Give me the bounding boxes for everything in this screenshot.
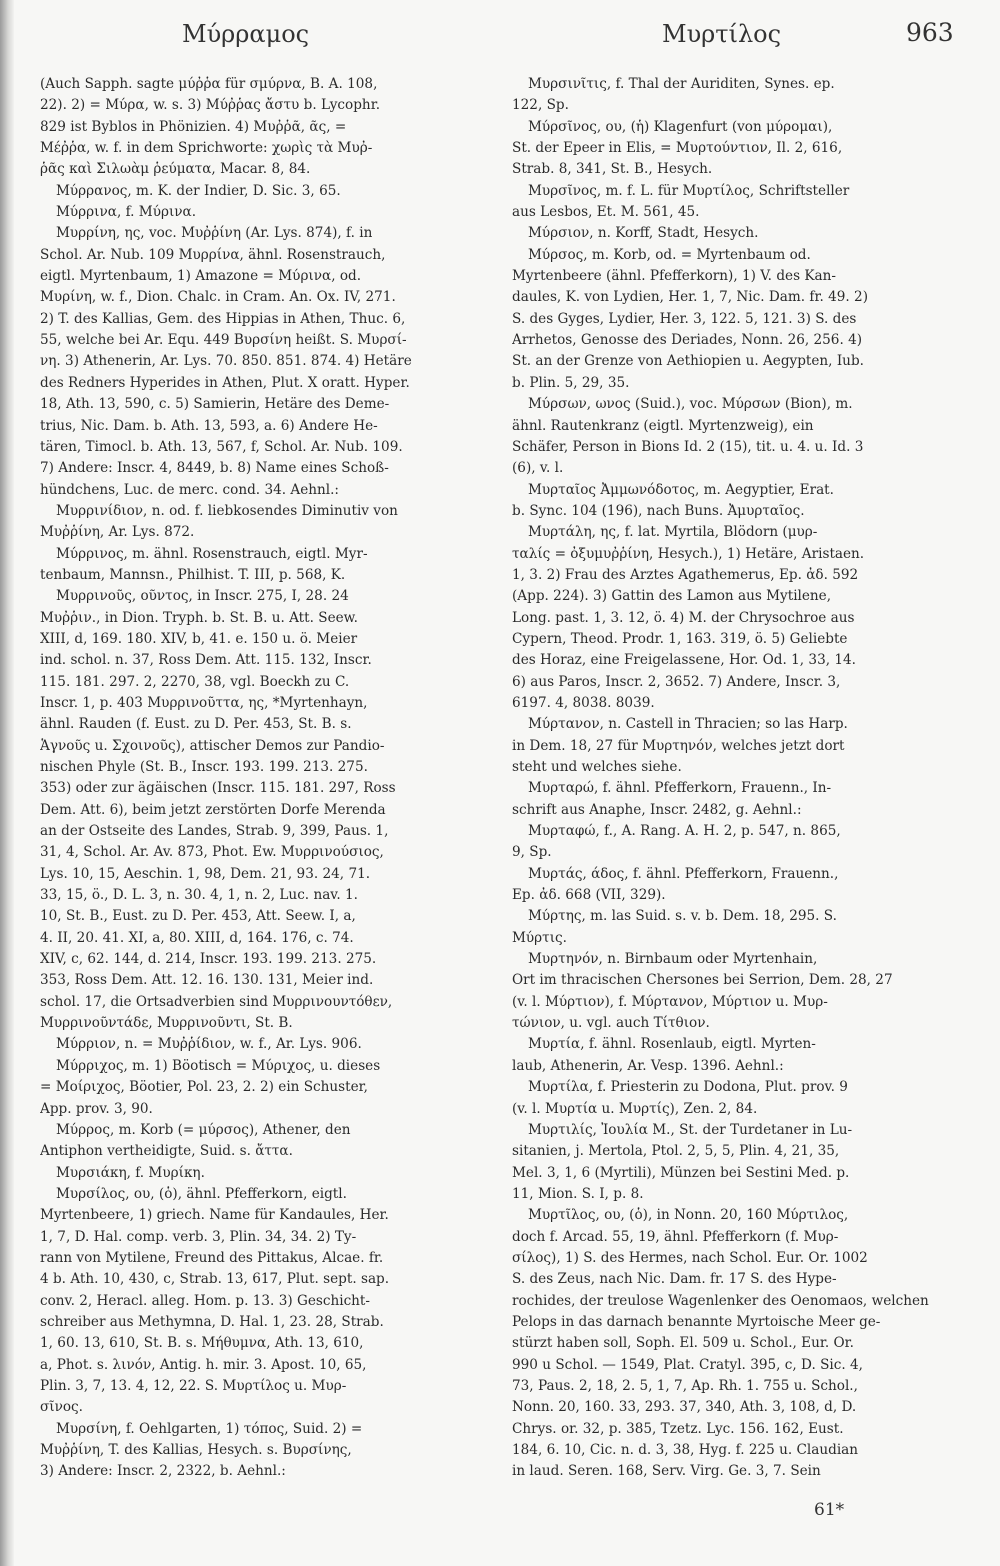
entry-text-line: Ort im thracischen Chersones bei Serrion, Dem. 28, 27 [512, 972, 893, 989]
entry-first-line: Μυρτηνόν, n. Birnbaum oder Myrtenhain, [528, 951, 818, 968]
entry-first-line: Μυρρινίδιον, n. od. f. liebkosendes Diminutiv von [56, 502, 398, 519]
entry-text-line: 122, Sp. [512, 97, 569, 114]
entry-text-line: schol. 17, die Ortsadverbien sind Μυρρινουντόθεν, [40, 993, 393, 1010]
entry-first-line: Μυρτάλη, ης, f. lat. Myrtila, Blödorn (μυρ- [528, 524, 818, 541]
entry-first-line: Μυρσῖνος, m. f. L. für Μυρτίλος, Schriftsteller [528, 182, 850, 199]
running-head-right: Μυρτίλος [662, 20, 782, 48]
entry-first-line: Μυρρίνη, ης, voc. Μυῤῥίνη (Ar. Lys. 874), f. in [56, 225, 373, 242]
entry-text-line: Antiphon vertheidigte, Suid. s. ἄττα. [40, 1143, 293, 1160]
entry-text-line: = Μοίριχος, Böotier, Pol. 23, 2. 2) ein Schuster, [40, 1079, 368, 1096]
entry-text-line: XIV, c, 62. 144, d. 214, Inscr. 193. 199. 213. 275. [40, 951, 377, 968]
entry-text-line: Μυρρινοῦντάδε, Μυρρινοῦντι, St. B. [40, 1015, 293, 1032]
entry-text-line: Cypern, Theod. Prodr. 1, 163. 319, ö. 5) Geliebte [512, 630, 848, 647]
entry-text-line: Ep. ἀδ. 668 (VII, 329). [512, 887, 666, 904]
entry-text-line: (App. 224). 3) Gattin des Lamon aus Mytilene, [512, 588, 832, 605]
running-head-left: Μύρραμος [182, 20, 310, 48]
entry-text-line: νη. 3) Athenerin, Ar. Lys. 70. 850. 851. 874. 4) Hetäre [40, 353, 412, 370]
entry-text-line: (6), v. l. [512, 460, 564, 477]
entry-text-line: (v. l. Μυρτία u. Μυρτίς), Zen. 2, 84. [512, 1100, 758, 1117]
entry-first-line: Μυρτῖλος, ου, (ὁ), in Nonn. 20, 160 Μύρτιλος, [528, 1207, 849, 1224]
entry-text-line: 11, Mion. S. I, p. 8. [512, 1185, 644, 1202]
entry-text-line: daules, K. von Lydien, Her. 1, 7, Nic. Dam. fr. 49. 2) [512, 289, 868, 306]
entry-first-line: Μυρσινῖτις, f. Thal der Auriditen, Synes. ep. [528, 76, 835, 92]
entry-first-line: Μυρρινοῦς, οῦντος, in Inscr. 275, I, 28. 24 [56, 588, 349, 605]
entry-first-line: Μύρριον, n. = Μυῤῥίδιον, w. f., Ar. Lys. 906. [56, 1036, 362, 1053]
entry-text-line: 10, St. B., Eust. zu D. Per. 453, Att. Seew. I, a, [40, 908, 356, 925]
entry-text-line: 33, 15, ö., D. L. 3, n. 30. 4, 1, n. 2, Luc. nav. 1. [40, 887, 358, 904]
entry-text-line: nischen Phyle (St. B., Inscr. 193. 199. 213. 275. [40, 759, 368, 775]
book-spine-shadow [0, 0, 14, 1566]
entry-text-line: Nonn. 20, 160. 33, 293. 37, 340, Ath. 3, 108, d, D. [512, 1399, 857, 1416]
entry-text-line: Μέῤῥα, w. f. in dem Sprichworte: χωρὶς τὰ Μυῤ- [40, 140, 373, 157]
entry-first-line: Μύρρος, m. Korb (= μύρσος), Athener, den [56, 1121, 351, 1138]
entry-text-line: hündchens, Luc. de merc. cond. 34. Aehnl.: [40, 481, 340, 498]
entry-text-line: 2) T. des Kallias, Gem. des Hippias in Athen, Thuc. 6, [40, 310, 406, 327]
entry-text-line: Schol. Ar. Nub. 109 Μυρρίνα, ähnl. Rosenstrauch, [40, 246, 386, 263]
entry-text-line: 3) Andere: Inscr. 2, 2322, b. Aehnl.: [40, 1463, 286, 1480]
entry-text-line: Μυῤῥιν., in Dion. Tryph. b. St. B. u. Att. Seew. [40, 609, 358, 626]
entry-text-line: Lys. 10, 15, Aeschin. 1, 98, Dem. 21, 93. 24, 71. [40, 865, 371, 882]
entry-text-line: des Horaz, eine Freigelassene, Hor. Od. 1, 33, 14. [512, 652, 856, 669]
entry-text-line: Μυρίνη, w. f., Dion. Chalc. in Cram. An. Ox. IV, 271. [40, 289, 396, 306]
right-column [512, 74, 970, 1483]
entry-text-line: tenbaum, Mannsn., Philhist. T. III, p. 568, K. [40, 566, 346, 583]
entry-text-line: trius, Nic. Dam. b. Ath. 13, 593, a. 6) Andere He- [40, 417, 378, 434]
entry-text-line: 55, welche bei Ar. Equ. 449 Βυρσίνη heißt. S. Μυρσί- [40, 332, 407, 349]
entry-first-line: Μύρσος, m. Korb, od. = Myrtenbaum od. [528, 246, 811, 263]
entry-text-line: 1, 7, D. Hal. comp. verb. 3, Plin. 34, 34. 2) Ty- [40, 1228, 357, 1245]
entry-text-line: XIII, d, 169. 180. XIV, b, 41. e. 150 u. ö. Meier [40, 630, 358, 647]
entry-first-line: Μύρτανον, n. Castell in Thracien; so las Harp. [528, 716, 848, 733]
entry-text-line: Ἁγνοῦς u. Σχοινοῦς), attischer Demos zur Pandio- [40, 737, 385, 754]
entry-text-line: 6197. 4, 8038. 8039. [512, 694, 655, 711]
entry-text-line: laub, Athenerin, Ar. Vesp. 1396. Aehnl.: [512, 1057, 784, 1074]
entry-text-line: 18, Ath. 13, 590, c. 5) Samierin, Hetäre des Deme- [40, 396, 390, 413]
entry-text-line: 73, Paus. 2, 18, 2. 5, 1, 7, Ap. Rh. 1. 755 u. Schol., [512, 1377, 858, 1394]
entry-first-line: Μύρρανος, m. K. der Indier, D. Sic. 3, 65. [56, 182, 341, 199]
entry-text-line: tären, Timocl. b. Ath. 13, 567, f, Schol. Ar. Nub. 109. [40, 438, 403, 455]
entry-text-line: a, Phot. s. λινόν, Antig. h. mir. 3. Apost. 10, 65, [40, 1356, 367, 1373]
entry-text-line: schrift aus Anaphe, Inscr. 2482, g. Aehnl.: [512, 801, 802, 818]
entry-first-line: Μύρσῖνος, ου, (ἡ) Klagenfurt (von μύρομαι), [528, 118, 833, 135]
entry-text-line: 353, Ross Dem. Att. 12. 16. 130. 131, Meier ind. [40, 972, 374, 989]
entry-text-line: St. an der Grenze von Aethiopien u. Aegypten, Iub. [512, 353, 864, 370]
entry-text-line: (Auch Sapph. sagte μύῤῥα für σμύρνα, B. A. 108, [40, 76, 378, 92]
entry-first-line: Μυρσιάκη, f. Μυρίκη. [56, 1164, 205, 1181]
entry-text-line: 31, 4, Schol. Ar. Av. 873, Phot. Ew. Μυρρινούσιος, [40, 844, 384, 861]
entry-text-line: b. Sync. 104 (196), nach Buns. Ἀμυρταῖος. [512, 502, 805, 519]
entry-first-line: Μύρρινα, f. Μύρινα. [56, 204, 197, 221]
entry-text-line: Long. past. 1, 3. 12, ö. 4) M. der Chrysochroe aus [512, 609, 855, 626]
entry-text-line: doch f. Arcad. 55, 19, ähnl. Pfefferkorn (f. Μυρ- [512, 1228, 839, 1245]
entry-text-line: stürzt haben soll, Soph. El. 509 u. Schol., Eur. Or. [512, 1335, 854, 1352]
entry-text-line: Chrys. or. 32, p. 385, Tzetz. Lyc. 156. 162, Eust. [512, 1420, 844, 1437]
entry-text-line: S. des Gyges, Lydier, Her. 3, 122. 5, 121. 3) S. des [512, 310, 857, 327]
entry-text-line: 4 b. Ath. 10, 430, c, Strab. 13, 617, Plut. sept. sap. [40, 1271, 390, 1288]
signature-mark: 61* [814, 1500, 845, 1520]
entry-text-line: 1, 3. 2) Frau des Arztes Agathemerus, Ep. ἀδ. 592 [512, 566, 859, 583]
entry-text-line: Μυῤῥίνη, Ar. Lys. 872. [40, 524, 195, 541]
entry-text-line: 990 u Schol. — 1549, Plat. Cratyl. 395, c, D. Sic. 4, [512, 1356, 863, 1373]
entry-first-line: Μύρσων, ωνος (Suid.), voc. Μύρσων (Bion), m. [528, 396, 853, 413]
entry-text-line: Schäfer, Person in Bions Id. 2 (15), tit. u. 4. u. Id. 3 [512, 438, 864, 455]
entry-text-line: ind. schol. n. 37, Ross Dem. Att. 115. 132, Inscr. [40, 652, 372, 669]
left-column [40, 74, 478, 1483]
entry-text-line: ähnl. Rauden (f. Eust. zu D. Per. 453, St. B. s. [40, 716, 352, 733]
entry-first-line: Μυρτιλίς, Ἰουλία Μ., St. der Turdetaner in Lu- [528, 1121, 853, 1138]
entry-text-line: 184, 6. 10, Cic. n. d. 3, 38, Hyg. f. 225 u. Claudian [512, 1442, 859, 1458]
entry-text-line: ῥᾶς καὶ Σιλωὰμ ῥεύματα, Macar. 8, 84. [40, 161, 311, 178]
entry-text-line: 353) oder zur ägäischen (Inscr. 115. 181. 297, Ross [40, 780, 396, 797]
entry-text-line: Mel. 3, 1, 6 (Myrtili), Münzen bei Sestini Med. p. [512, 1164, 850, 1181]
entry-first-line: Μύρσιον, n. Korff, Stadt, Hesych. [528, 225, 759, 242]
entry-text-line: S. des Zeus, nach Nic. Dam. fr. 17 S. des Hype- [512, 1271, 837, 1288]
entry-text-line: in laud. Seren. 168, Serv. Virg. Ge. 3, 7. Sein [512, 1463, 821, 1480]
page-number: 963 [906, 18, 954, 47]
entry-text-line: conv. 2, Heracl. alleg. Hom. p. 13. 3) Geschicht- [40, 1292, 370, 1309]
entry-first-line: Μυρσίνη, f. Oehlgarten, 1) τόπος, Suid. 2) = [56, 1420, 363, 1437]
entry-first-line: Μυρταῖος Ἀμμωνόδοτος, m. Aegyptier, Erat. [528, 481, 834, 498]
entry-text-line: 6) aus Paros, Inscr. 2, 3652. 7) Andere, Inscr. 3, [512, 673, 841, 690]
entry-first-line: Μυρτάς, άδος, f. ähnl. Pfefferkorn, Frauenn., [528, 865, 839, 882]
entry-text-line: Dem. Att. 6), beim jetzt zerstörten Dorfe Merenda [40, 801, 386, 818]
entry-text-line: Myrtenbeere (ähnl. Pfefferkorn), 1) V. des Kan- [512, 268, 836, 285]
entry-text-line: steht und welches siehe. [512, 759, 682, 775]
entry-text-line: Myrtenbeere, 1) griech. Name für Kandaules, Her. [40, 1207, 389, 1224]
entry-text-line: ähnl. Rautenkranz (eigtl. Myrtenzweig), ein [512, 417, 814, 434]
entry-text-line: rann von Mytilene, Freund des Pittakus, Alcae. fr. [40, 1249, 384, 1266]
entry-first-line: Μύρρινος, m. ähnl. Rosenstrauch, eigtl. Myr- [56, 545, 368, 562]
entry-first-line: Μυρτία, f. ähnl. Rosenlaub, eigtl. Myrten- [528, 1036, 816, 1053]
entry-text-line: Μύρτις. [512, 929, 567, 946]
entry-text-line: (v. l. Μύρτιον), f. Μύρτανον, Μύρτιον u. Μυρ- [512, 993, 828, 1010]
entry-text-line: Inscr. 1, p. 403 Μυρρινοῦττα, ης, *Myrtenhayn, [40, 694, 368, 711]
entry-first-line: Μυρσίλος, ου, (ὁ), ähnl. Pfefferkorn, eigtl. [56, 1185, 347, 1202]
entry-text-line: τώνιον, u. vgl. auch Τίτθιον. [512, 1015, 710, 1032]
entry-first-line: Μυρταρώ, f. ähnl. Pfefferkorn, Frauenn., In- [528, 780, 832, 797]
entry-text-line: eigtl. Myrtenbaum, 1) Amazone = Μύρινα, od. [40, 268, 362, 285]
entry-text-line: an der Ostseite des Landes, Strab. 9, 399, Paus. 1, [40, 823, 389, 840]
entry-text-line: App. prov. 3, 90. [40, 1100, 153, 1117]
entry-text-line: in Dem. 18, 27 für Μυρτηνόν, welches jetzt dort [512, 737, 845, 754]
entry-text-line: sitanien, j. Mertola, Ptol. 2, 5, 5, Plin. 4, 21, 35, [512, 1143, 840, 1160]
entry-text-line: Μυῤῥίνη, T. des Kallias, Hesych. s. Βυρσίνης, [40, 1442, 352, 1458]
entry-text-line: ταλίς = ὀξυμυῤῥίνη, Hesych.), 1) Hetäre, Aristaen. [512, 545, 865, 562]
entry-text-line: Pelops in das darnach benannte Myrtoische Meer ge- [512, 1313, 881, 1330]
entry-text-line: Plin. 3, 7, 13. 4, 12, 22. S. Μυρτίλος u. Μυρ- [40, 1377, 347, 1394]
entry-first-line: Μυρτίλα, f. Priesterin zu Dodona, Plut. prov. 9 [528, 1079, 848, 1096]
entry-text-line: des Redners Hyperides in Athen, Plut. X oratt. Hyper. [40, 374, 410, 391]
entry-text-line: Arrhetos, Genosse des Deriades, Nonn. 26, 256. 4) [512, 332, 863, 349]
entry-text-line: 7) Andere: Inscr. 4, 8449, b. 8) Name eines Schoß- [40, 460, 389, 477]
entry-text-line: 4. II, 20. 41. XI, a, 80. XIII, d, 164. 176, c. 74. [40, 929, 354, 946]
entry-first-line: Μύρριχος, m. 1) Böotisch = Μύριχος, u. dieses [56, 1057, 381, 1074]
entry-first-line: Μυρταφώ, f., A. Rang. A. H. 2, p. 547, n. 865, [528, 823, 841, 840]
entry-text-line: Strab. 8, 341, St. B., Hesych. [512, 161, 713, 178]
entry-text-line: 829 ist Byblos in Phönizien. 4) Μυῤῥᾶ, ᾶς, = [40, 118, 347, 135]
entry-text-line: schreiber aus Methymna, D. Hal. 1, 23. 28, Strab. [40, 1313, 384, 1330]
entry-text-line: σῖνος. [40, 1399, 83, 1416]
entry-first-line: Μύρτης, m. las Suid. s. v. b. Dem. 18, 295. S. [528, 908, 837, 925]
entry-text-line: 115. 181. 297. 2, 2270, 38, vgl. Boeckh zu C. [40, 673, 350, 690]
entry-text-line: rochides, der treulose Wagenlenker des Oenomaos, welchen [512, 1292, 929, 1309]
entry-text-line: b. Plin. 5, 29, 35. [512, 374, 630, 391]
entry-text-line: σίλος), 1) S. des Hermes, nach Schol. Eur. Or. 1002 [512, 1249, 868, 1266]
entry-text-line: St. der Epeer in Elis, = Μυρτούντιον, Il. 2, 616, [512, 140, 843, 157]
entry-text-line: 1, 60. 13, 610, St. B. s. Μήθυμνα, Ath. 13, 610, [40, 1335, 364, 1352]
entry-text-line: aus Lesbos, Et. M. 561, 45. [512, 204, 700, 221]
entry-text-line: 9, Sp. [512, 844, 552, 861]
entry-text-line: 22). 2) = Μύρα, w. s. 3) Μύῤῥας ἄστυ b. Lycophr. [40, 97, 381, 114]
